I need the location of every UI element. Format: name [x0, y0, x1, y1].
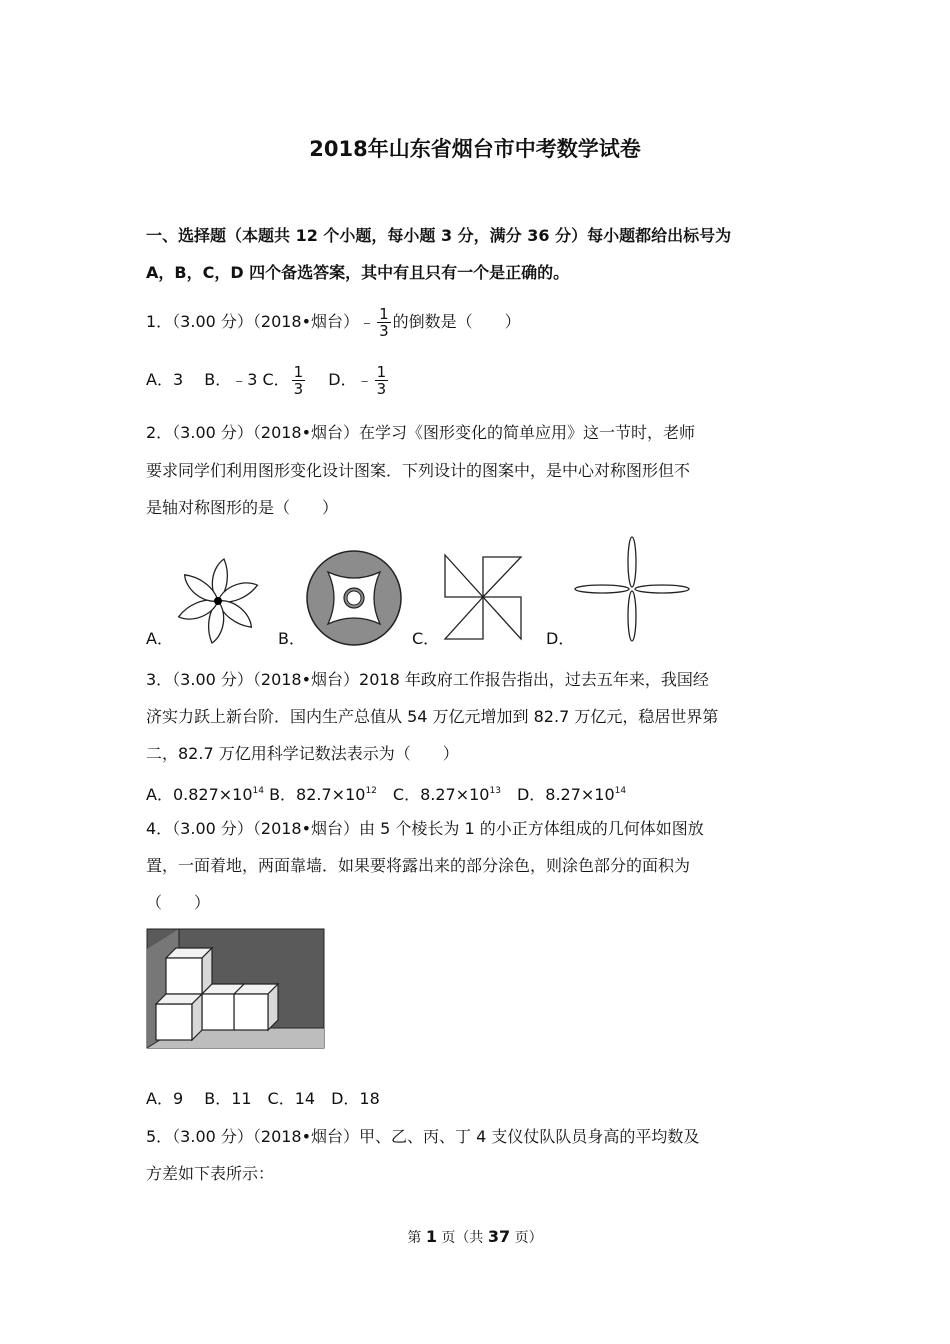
q3-option-d: D．8.27×10	[500, 785, 615, 804]
q1-options	[146, 364, 390, 397]
q2-label-b: B．	[278, 629, 305, 648]
pinwheel-figure	[442, 552, 524, 642]
q3-option-b-exp: 12	[365, 786, 377, 796]
q1-frac-num: 1	[379, 305, 389, 323]
coin-figure	[304, 548, 404, 648]
q4-options: A．9 B．11 C．14 D．18	[146, 1089, 380, 1108]
question-1	[146, 306, 521, 339]
q3-line1: 3．（3.00 分）（2018•烟台）2018 年政府工作报告指出，过去五年来，我国经	[146, 670, 709, 689]
q1-option-d-num: 1	[376, 363, 387, 381]
flower-figure	[172, 555, 264, 647]
q1-frac-den: 3	[379, 322, 389, 340]
q3-option-b: B．82.7×10	[263, 785, 366, 804]
q2-line1: 2．（3.00 分）（2018•烟台）在学习《图形变化的简单应用》这一节时，老师	[146, 423, 696, 442]
q1-option-c-fraction	[292, 364, 306, 397]
q3-line3: 二，82.7 万亿用科学记数法表示为（ ）	[146, 744, 459, 763]
q1-option-c: C．	[262, 370, 290, 389]
q1-option-ab: A．3 B．﹣3	[146, 370, 258, 389]
q4-line1: 4．（3.00 分）（2018•烟台）由 5 个棱长为 1 的小正方体组成的几何体如图放	[146, 819, 704, 838]
q4-line3: （ ）	[146, 893, 211, 912]
q2-line3: 是轴对称图形的是（ ）	[146, 498, 339, 517]
q1-suffix: 的倒数是（ ）	[392, 312, 521, 331]
q3-option-c: C．8.27×10	[376, 785, 490, 804]
page-title: 2018年山东省烟台市中考数学试卷	[309, 137, 641, 161]
q1-option-d-fraction	[375, 364, 389, 397]
q2-line2: 要求同学们利用图形变化设计图案．下列设计的图案中，是中心对称图形但不	[146, 461, 691, 480]
q2-label-d: D．	[546, 629, 575, 648]
q1-fraction	[377, 306, 391, 339]
q1-option-d: D．﹣	[328, 370, 373, 389]
q4-line2: 置，一面着地，两面靠墙．如果要将露出来的部分涂色，则涂色部分的面积为	[146, 856, 691, 875]
footer-pre: 第	[407, 1230, 426, 1246]
q3-option-a: A．0.827×10	[146, 785, 253, 804]
q1-prefix: 1．（3.00 分）（2018•烟台）﹣	[146, 312, 376, 331]
section-heading-line1: 一、选择题（本题共 12 个小题，每小题 3 分，满分 36 分）每小题都给出标号为	[146, 226, 732, 245]
q1-option-c-num: 1	[293, 363, 304, 381]
cubes-figure	[146, 928, 326, 1050]
q5-line1: 5．（3.00 分）（2018•烟台）甲、乙、丙、丁 4 支仪仗队队员身高的平均数及	[146, 1127, 700, 1146]
footer-mid: 页（共	[436, 1230, 488, 1246]
q3-option-d-exp: 14	[614, 786, 627, 796]
q3-option-a-exp: 14	[252, 786, 264, 796]
q3-option-c-exp: 13	[489, 786, 501, 796]
q2-label-c: C．	[412, 629, 440, 648]
page-footer	[0, 1227, 950, 1247]
q2-label-a: A．	[146, 629, 173, 648]
footer-total: 37	[487, 1227, 511, 1246]
q1-option-d-den: 3	[376, 380, 387, 398]
q3-options	[146, 780, 626, 806]
footer-page: 1	[425, 1227, 437, 1246]
q1-option-c-den: 3	[293, 380, 304, 398]
footer-post: 页）	[510, 1230, 543, 1246]
ellipse-cross-figure	[572, 535, 692, 643]
q5-line2: 方差如下表所示：	[146, 1164, 275, 1183]
section-heading-line2: A，B，C，D 四个备选答案，其中有且只有一个是正确的。	[146, 263, 570, 282]
q3-line2: 济实力跃上新台阶．国内生产总值从 54 万亿元增加到 82.7 万亿元，稳居世界第	[146, 707, 719, 726]
